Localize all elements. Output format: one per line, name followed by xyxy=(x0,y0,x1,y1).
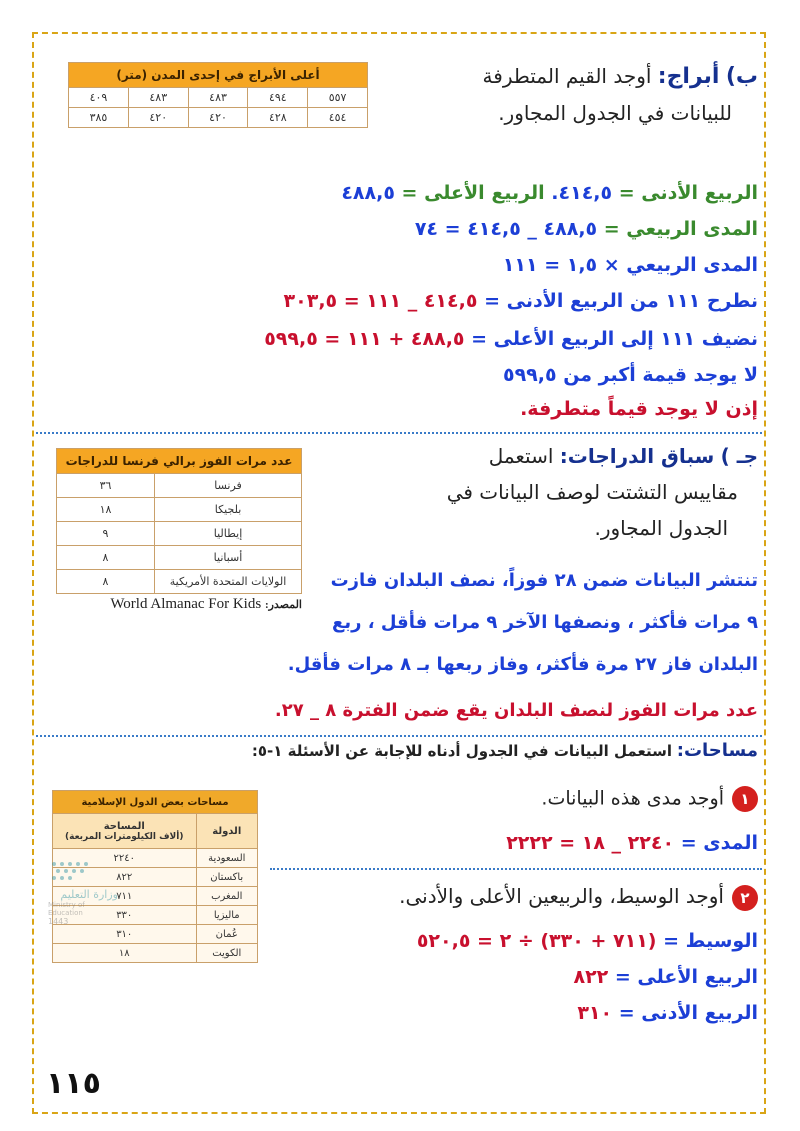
table-cell: ماليزيا xyxy=(196,906,258,925)
answer-b-line2: المدى الربيعي = ٤٨٨,٥ _ ٤١٤,٥ = ٧٤ xyxy=(414,218,758,240)
answer-b-line4: نطرح ١١١ من الربيع الأدنى = ٤١٤,٥ _ ١١١ = ٣٠٣,٥ xyxy=(283,290,758,312)
table-cell: ٤٨٣ xyxy=(188,88,248,108)
dots-logo-icon xyxy=(48,858,118,884)
question-2-badge: ٢ xyxy=(732,885,758,911)
table-cell: الولايات المتحدة الأمريكية xyxy=(155,570,302,594)
table-cell: الكويت xyxy=(196,944,258,963)
table-cell: فرنسا xyxy=(155,474,302,498)
section-b-text1: أوجد القيم المتطرفة xyxy=(482,64,652,88)
answer-b-line5: نضيف ١١١ إلى الربيع الأعلى = ٤٨٨,٥ + ١١١ = ٥٩٩,٥ xyxy=(264,328,758,350)
table-cell: باكستان xyxy=(196,868,258,887)
answer-c-line2: ٩ مرات فأكثر ، ونصفها الآخر ٩ مرات فأقل ، ربع xyxy=(332,612,758,633)
table-cell: السعودية xyxy=(196,849,258,868)
question-1: ١أوجد مدى هذه البيانات. xyxy=(541,786,758,812)
section-b-question xyxy=(483,58,758,131)
separator xyxy=(36,432,762,434)
separator xyxy=(270,868,762,870)
separator xyxy=(36,735,762,737)
table-cell: ٩ xyxy=(57,522,155,546)
table-cell: ٣٨٥ xyxy=(69,108,129,128)
table-cell: ٤٢٠ xyxy=(128,108,188,128)
cycling-source: المصدر: World Almanac For Kids xyxy=(110,596,302,612)
towers-table xyxy=(68,62,368,128)
section-b-text2: للبيانات في الجدول المجاور. xyxy=(498,101,732,125)
table-cell: ٤٢٨ xyxy=(248,108,308,128)
table-cell: ٨ xyxy=(57,570,155,594)
towers-table-title: أعلى الأبراج في إحدى المدن (متر) xyxy=(69,63,368,88)
areas-table: مساحات بعض الدول الإسلامية الدولة المساحة (ألاف الكيلومترات المربعة) السعودية ٢٢٤٠ باكستان ٨٢٢ المغرب ٧١١ ماليزيا ٣٣٠ عُمان ٣١٠ الكويت ١٨ xyxy=(52,790,258,963)
table-cell: ٧١١ xyxy=(53,887,197,906)
answer-c-line3: البلدان فاز ٢٧ مرة فأكثر، وفاز ربعها بـ ٨ مرات فأقل. xyxy=(287,654,758,675)
ministry-watermark: وزارة التعليم Ministry of Education 1443 xyxy=(48,858,118,918)
page-number: ١١٥ xyxy=(46,1066,101,1101)
table-cell: ٢٢٤٠ xyxy=(53,849,197,868)
table-cell: المغرب xyxy=(196,887,258,906)
cycling-table: عدد مرات الفوز برالي فرنسا للدراجات فرنسا ٣٦ بلجيكا ١٨ إيطاليا ٩ أسبانيا ٨ الولايات المتحدة الأمريكية ٨ xyxy=(56,448,302,594)
table-cell: عُمان xyxy=(196,925,258,944)
areas-intro: مساحات: استعمل البيانات في الجدول أدناه للإجابة عن الأسئلة ١-٥: xyxy=(251,740,758,761)
section-b-label: ب) xyxy=(725,64,758,89)
table-cell: ٨ xyxy=(57,546,155,570)
table-cell: إيطاليا xyxy=(155,522,302,546)
table-cell: ٣١٠ xyxy=(53,925,197,944)
answer-q1: المدى = ٢٢٤٠ _ ١٨ = ٢٢٢٢ xyxy=(506,832,758,854)
answer-b-line3: المدى الربيعي × ١,٥ = ١١١ xyxy=(502,254,758,276)
answer-b-line1: الربيع الأدنى = ٤١٤,٥. الربيع الأعلى = ٤٨٨,٥ xyxy=(341,182,758,204)
answer-b-line6: لا يوجد قيمة أكبر من ٥٩٩,٥ xyxy=(502,364,758,386)
question-1-badge: ١ xyxy=(732,786,758,812)
table-cell: ١٨ xyxy=(57,498,155,522)
table-cell: ٤٨٣ xyxy=(128,88,188,108)
section-b-title: أبراج: xyxy=(657,64,720,89)
table-cell: أسبانيا xyxy=(155,546,302,570)
table-cell: ٤٠٩ xyxy=(69,88,129,108)
answer-b-line7: إذن لا يوجد قيماً متطرفة. xyxy=(520,398,758,420)
table-cell: ٣٣٠ xyxy=(53,906,197,925)
table-cell: ٤٩٤ xyxy=(248,88,308,108)
answer-c-line4: عدد مرات الفوز لنصف البلدان يقع ضمن الفترة ٨ _ ٢٧. xyxy=(274,700,758,721)
table-cell: ٣٦ xyxy=(57,474,155,498)
table-cell: ٤٢٠ xyxy=(188,108,248,128)
section-c-question: جـ ) سباق الدراجات: استعمل مقاييس التشتت لوصف البيانات في الجدول المجاور. xyxy=(446,444,758,540)
table-cell: ٨٢٢ xyxy=(53,868,197,887)
table-cell: بلجيكا xyxy=(155,498,302,522)
table-cell: ٤٥٤ xyxy=(308,108,368,128)
table-cell: ٥٥٧ xyxy=(308,88,368,108)
answer-c-line1: تنتشر البيانات ضمن ٢٨ فوزاً، نصف البلدان فازت xyxy=(330,570,758,591)
answer-q2-median: الوسيط = (٧١١ + ٣٣٠) ÷ ٢ = ٥٢٠,٥ xyxy=(416,930,758,952)
answer-q2-upper: الربيع الأعلى = ٨٢٢ xyxy=(573,966,758,988)
answer-q2-lower: الربيع الأدنى = ٣١٠ xyxy=(577,1002,758,1024)
table-cell: ١٨ xyxy=(53,944,197,963)
question-2: ٢أوجد الوسيط، والربيعين الأعلى والأدنى. xyxy=(399,884,758,911)
